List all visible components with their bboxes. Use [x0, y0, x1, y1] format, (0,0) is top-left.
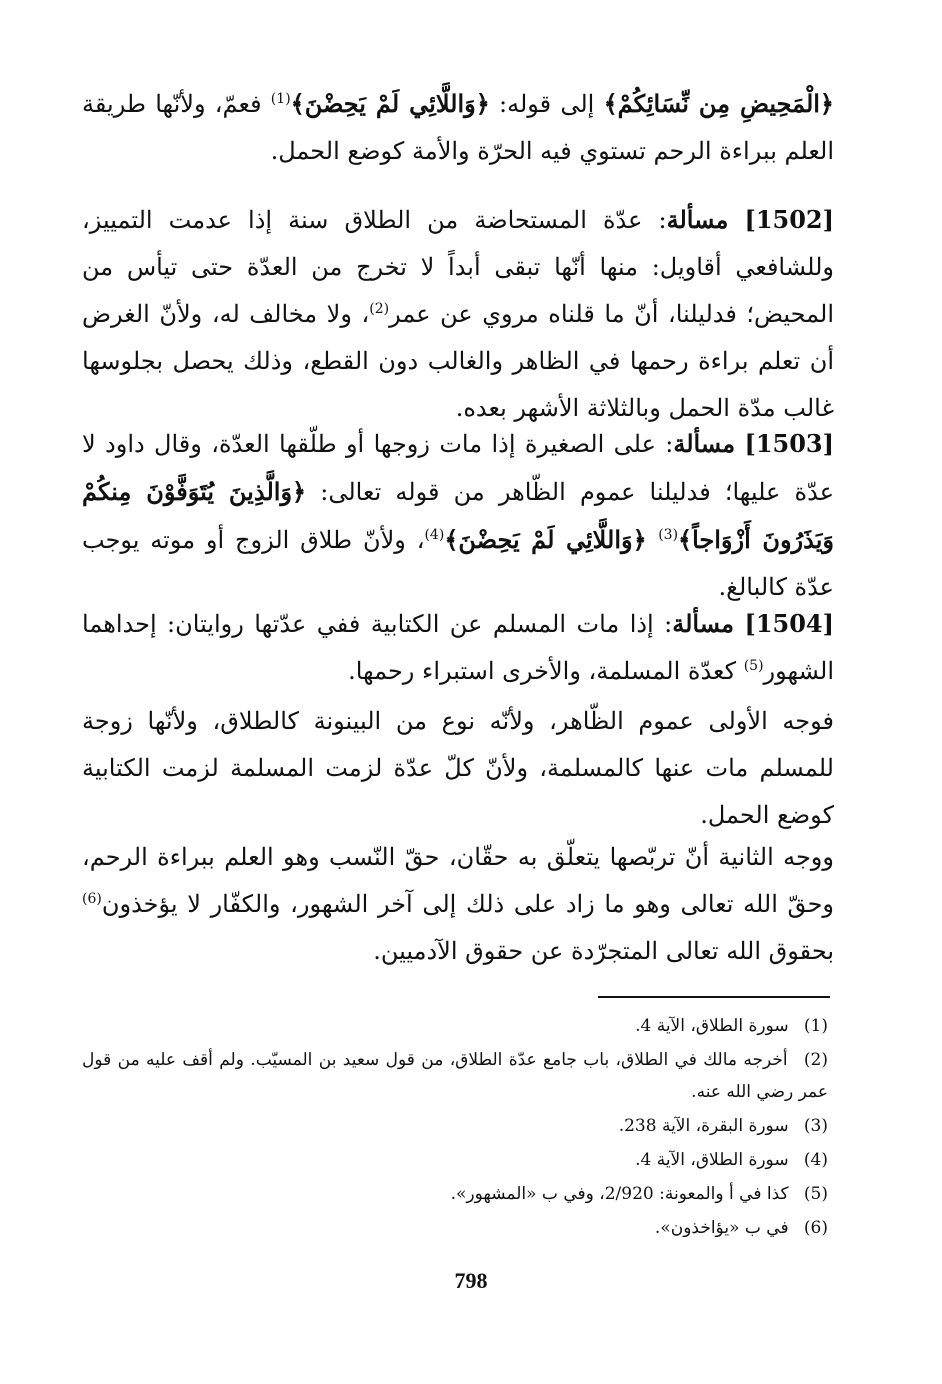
footnote-number: (6) — [803, 1218, 828, 1238]
footnote-number: (2) — [803, 1050, 828, 1070]
quran-quote: ﴿وَاللَّائِي لَمْ يَحِضْنَ﴾ — [444, 525, 659, 554]
footnote-text: سورة البقرة، الآية 238. — [618, 1116, 789, 1136]
footnote-number: (4) — [803, 1150, 828, 1170]
issue-number: [1502] — [744, 205, 834, 234]
footnote-number: (3) — [803, 1116, 828, 1136]
footnote-item — [82, 1044, 828, 1108]
footnote-ref: (3) — [658, 527, 679, 543]
footnote-item — [82, 1178, 828, 1210]
issue-1503 — [82, 420, 834, 611]
paragraph-text: ، ولا مخالف له، ولأنّ الغرض أن تعلم براءة رحمها في الظاهر والغالب دون القطع، وذلك يحصل بجلوسها غالب مدّة الحمل وبالثلاثة الأشهر بعده. — [82, 300, 834, 422]
page-number: 798 — [454, 1268, 488, 1293]
footnote-text: كذا في أ والمعونة: 2/920، وفي ب «المشهور». — [450, 1184, 789, 1204]
footnote-ref: (4) — [424, 527, 445, 543]
footnote-ref: (5) — [743, 658, 764, 674]
footnote-item — [82, 1110, 828, 1142]
paragraph-continuation — [82, 80, 834, 175]
issue-label: مسألة — [672, 609, 735, 638]
quran-quote: ﴿الْمَحِيضِ مِن نِّسَائِكُمْ﴾ — [603, 89, 834, 118]
paragraph-text: كعدّة المسلمة، والأخرى استبراء رحمها. — [348, 657, 744, 685]
issue-number: [1504] — [744, 609, 834, 638]
footnote-text: أخرجه مالك في الطلاق، باب جامع عدّة الطلاق، من قول سعيد بن المسيّب. ولم أقف عليه من قول عمر رضي الله عنه. — [82, 1050, 828, 1102]
issue-label: مسألة — [666, 205, 729, 234]
paragraph-text: بحقوق الله تعالى المتجرّدة عن حقوق الآدميين. — [373, 937, 834, 965]
paragraph-text: : عدّة المستحاضة من الطلاق سنة إذا عدمت التمييز، وللشافعي أقاويل: منها أنّها تبقى أبداً لا تخرج من العدّة حتى تيأس من المحيض؛ فدليلنا، أنّ ما قلناه مروي عن عمر — [82, 206, 834, 328]
footnote-ref: (6) — [82, 891, 102, 907]
footnote-item — [82, 1212, 828, 1244]
footnote-text: سورة الطلاق، الآية 4. — [635, 1150, 789, 1170]
footnote-item — [82, 1144, 828, 1176]
paragraph-text: إلى قوله: — [489, 90, 604, 118]
paragraph-text: : على الصغيرة إذا مات زوجها أو طلّقها العدّة، وقال داود لا عدّة عليها؛ فدليلنا عموم الظّاهر من قوله تعالى: — [82, 430, 835, 506]
paragraph-text: ووجه الثانية أنّ تربّصها يتعلّق به حقّان، حقّ النّسب وهو العلم ببراءة الرحم، وحقّ الله تعالى وهو ما زاد على ذلك إلى آخر الشهور، والكفّار لا يؤخذون — [82, 843, 834, 918]
footnote-ref: (1) — [270, 91, 291, 107]
paragraph-text: : إذا مات المسلم عن الكتابية ففي عدّتها روايتان: إحداهما الشهور — [82, 610, 834, 685]
paragraph-first-view — [82, 698, 834, 839]
footnote-ref: (2) — [369, 301, 390, 317]
paragraph-second-view — [82, 834, 834, 975]
footnote-number: (5) — [803, 1184, 828, 1204]
footnote-number: (1) — [803, 1016, 828, 1036]
issue-number: [1503] — [744, 429, 834, 458]
footnote-text: سورة الطلاق، الآية 4. — [635, 1016, 789, 1036]
issue-label: مسألة — [673, 429, 736, 458]
paragraph-text: فوجه الأولى عموم الظّاهر، ولأنّه نوع من البينونة كالطلاق، ولأنّها زوجة للمسلم مات عنها كالمسلمة، ولأنّ كلّ عدّة لزمت المسلمة لزمت الكتابية كوضع الحمل. — [82, 707, 834, 829]
quran-quote: ﴿وَاللَّائِي لَمْ يَحِضْنَ﴾ — [290, 89, 490, 118]
quran-quote: ﴿وَالَّذِينَ يُتَوَفَّوْنَ مِنكُمْ وَيَذَرُونَ أَزْوَاجاً﴾ — [82, 477, 834, 554]
footnote-item — [82, 1010, 828, 1042]
paragraph-text: فعمّ، ولأنّها طريقة العلم ببراءة الرحم تستوي فيه الحرّة والأمة كوضع الحمل. — [82, 90, 834, 165]
paragraph-text: ، ولأنّ طلاق الزوج أو موته يوجب عدّة كالبالغ. — [82, 526, 834, 601]
issue-1502 — [82, 196, 834, 432]
footnote-text: في ب «يؤاخذون». — [654, 1218, 789, 1238]
footnote-divider — [598, 996, 830, 998]
issue-1504 — [82, 600, 834, 695]
